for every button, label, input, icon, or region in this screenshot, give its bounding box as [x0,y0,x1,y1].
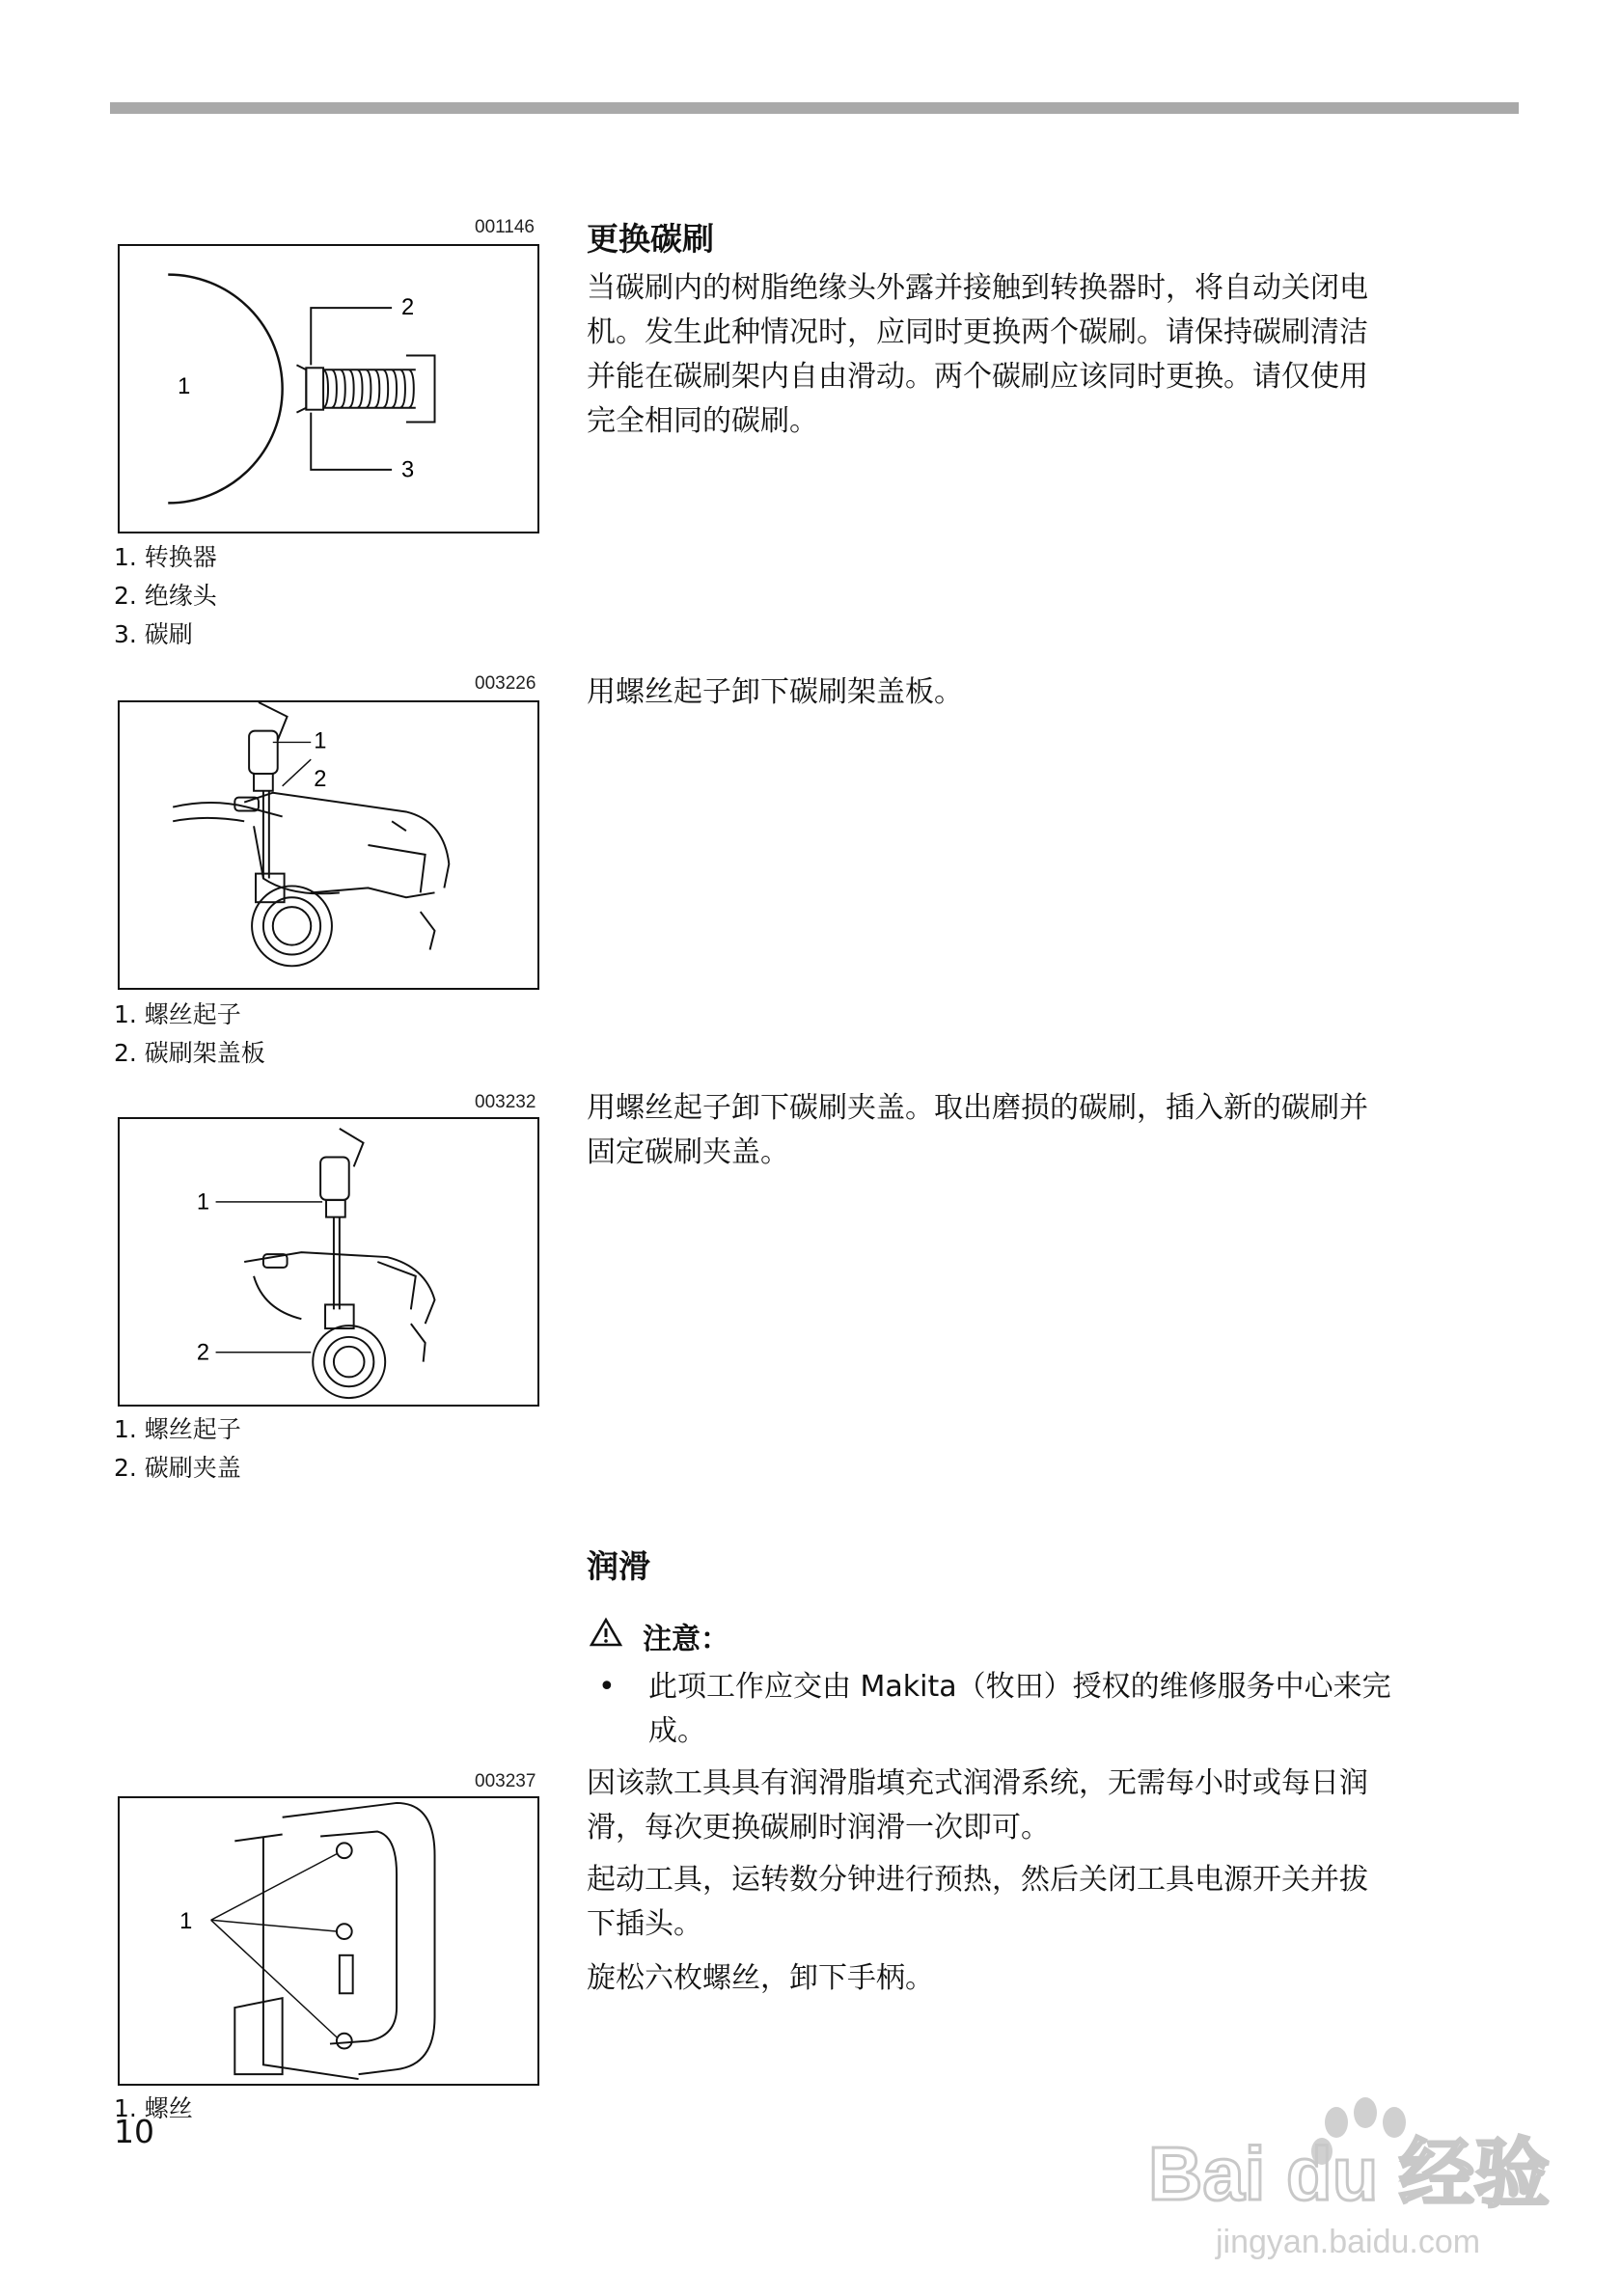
baidu-watermark [1148,2074,1553,2267]
caption-item: 2. 绝缘头 [114,582,217,610]
text-line: 滑，每次更换碳刷时润滑一次即可。 [587,1811,1050,1845]
warning-icon [589,1617,623,1648]
svg-text:Bai du 经验: Bai du 经验 [1148,2131,1551,2216]
text-line: 当碳刷内的树脂绝缘头外露并接触到转换器时，将自动关闭电 [587,271,1368,305]
svg-text:jingyan.baidu.com: jingyan.baidu.com [1216,2224,1481,2260]
caption-item: 1. 螺丝 [114,2094,193,2122]
figure-captions [114,996,265,1073]
figure-captions [114,1410,241,1488]
section-title: 更换碳刷 [587,220,714,258]
paragraph [587,1762,1368,1850]
text-line: 并能在碳刷架内自由滑动。两个碳刷应该同时更换。请仅使用 [587,360,1368,394]
caption-item: 1. 转换器 [114,543,217,571]
caption-item: 1. 螺丝起子 [114,1000,241,1028]
caption-item: 2. 碳刷夹盖 [114,1454,241,1482]
callout-3: 3 [400,457,415,483]
screwdriver-illustration [120,702,537,988]
text-line: 机。发生此种情况时，应同时更换两个碳刷。请保持碳刷清洁 [587,315,1368,349]
text-line: 固定碳刷夹盖。 [587,1135,789,1169]
baidu-logo [1148,2074,1553,2267]
paragraph [587,1858,1368,1947]
section-title: 润滑 [587,1547,650,1585]
top-rule [110,102,1519,114]
text-line: 下插头。 [587,1907,702,1941]
text-line: 用螺丝起子卸下碳刷夹盖。取出磨损的碳刷，插入新的碳刷并 [587,1091,1368,1125]
caution-bullet [648,1665,1391,1754]
caution-title: 注意： [643,1623,729,1656]
figure-brush-holder-cap [118,700,539,990]
screwdriver-illustration [120,1119,537,1405]
caption-item: 1. 螺丝起子 [114,1415,241,1443]
callout-1: 1 [314,728,327,754]
figure-code: 003232 [475,1092,536,1112]
text-line: 起动工具，运转数分钟进行预热，然后关闭工具电源开关并拔 [587,1863,1368,1897]
step-text [587,1086,1368,1175]
page-number: 10 [114,2113,154,2150]
callout-2: 2 [400,295,415,321]
handle-illustration [120,1798,537,2084]
figure-code: 003226 [475,673,536,694]
caption-item: 2. 碳刷架盖板 [114,1039,265,1067]
figure-captions [114,538,217,654]
callout-1: 1 [196,1189,210,1216]
paragraph: 旋松六枚螺丝，卸下手柄。 [587,1961,934,1995]
text-line: 完全相同的碳刷。 [587,404,818,438]
caption-item: 3. 碳刷 [114,620,193,648]
commutator-illustration [120,246,537,532]
figure-handle-screws [118,1796,539,2086]
callout-2: 2 [196,1340,210,1366]
section-body [587,266,1368,444]
figure-code: 003237 [475,1771,536,1791]
text-line: 此项工作应交由 Makita（牧田）授权的维修服务中心来完 [648,1670,1391,1704]
text-line: 成。 [648,1714,706,1748]
text-line: 因该款工具具有润滑脂填充式润滑系统，无需每小时或每日润 [587,1766,1368,1800]
callout-1: 1 [178,373,191,399]
figure-commutator-brush [118,244,539,533]
bullet-marker: • [598,1670,616,1704]
figure-code: 001146 [475,217,535,237]
callout-1: 1 [179,1909,193,1935]
callout-2: 2 [314,766,327,792]
step-text: 用螺丝起子卸下碳刷架盖板。 [587,675,963,709]
figure-brush-holder-clamp [118,1117,539,1407]
